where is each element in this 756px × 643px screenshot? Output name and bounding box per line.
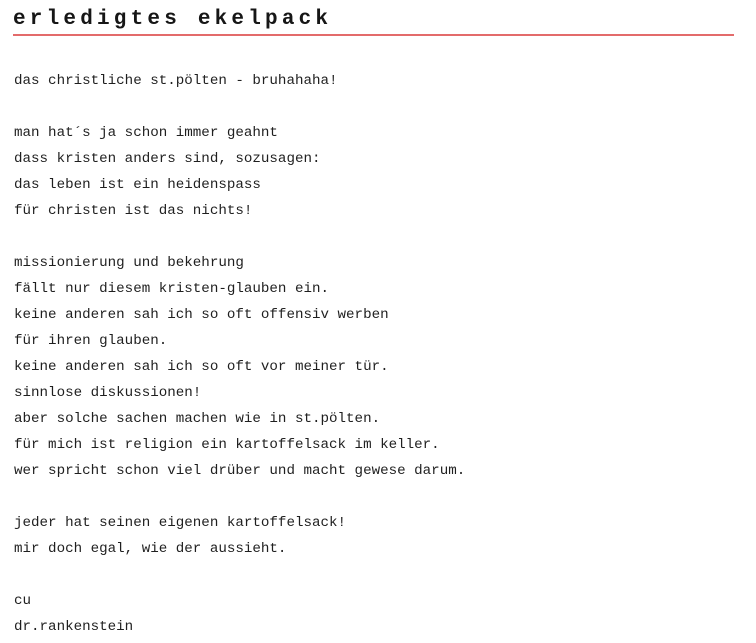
text-line: man hat´s ja schon immer geahnt: [14, 125, 278, 141]
paragraph-stanza-1: [14, 120, 744, 224]
paragraph-intro: [14, 68, 744, 94]
text-line: sinnlose diskussionen!: [14, 385, 202, 401]
signature: [14, 588, 744, 640]
paragraph-gap: [14, 484, 744, 510]
title-underline: [13, 34, 734, 36]
text-line: jeder hat seinen eigenen kartoffelsack!: [14, 515, 347, 531]
paragraph-gap: [14, 562, 744, 588]
text-line: für ihren glauben.: [14, 333, 168, 349]
paragraph-stanza-3: [14, 510, 744, 562]
author-name: dr.rankenstein: [14, 619, 134, 635]
paragraph-gap: [14, 94, 744, 120]
text-line: das christliche st.pölten - bruhahaha!: [14, 73, 338, 89]
page-title: erledigtes ekelpack: [13, 8, 333, 31]
paragraph-gap: [14, 224, 744, 250]
text-line: wer spricht schon viel drüber und macht gewese darum.: [14, 463, 466, 479]
paragraph-stanza-2: [14, 250, 744, 484]
text-line: für mich ist religion ein kartoffelsack im keller.: [14, 437, 440, 453]
text-line: aber solche sachen machen wie in st.pölten.: [14, 411, 381, 427]
text-line: das leben ist ein heidenspass: [14, 177, 261, 193]
text-line: für christen ist das nichts!: [14, 203, 253, 219]
text-line: dass kristen anders sind, sozusagen:: [14, 151, 321, 167]
signoff-text: cu: [14, 593, 32, 609]
text-line: fällt nur diesem kristen-glauben ein.: [14, 281, 330, 297]
text-line: mir doch egal, wie der aussieht.: [14, 541, 287, 557]
text-line: keine anderen sah ich so oft offensiv werben: [14, 307, 389, 323]
text-line: missionierung und bekehrung: [14, 255, 244, 271]
post-body: [14, 68, 744, 640]
text-line: keine anderen sah ich so oft vor meiner tür.: [14, 359, 389, 375]
